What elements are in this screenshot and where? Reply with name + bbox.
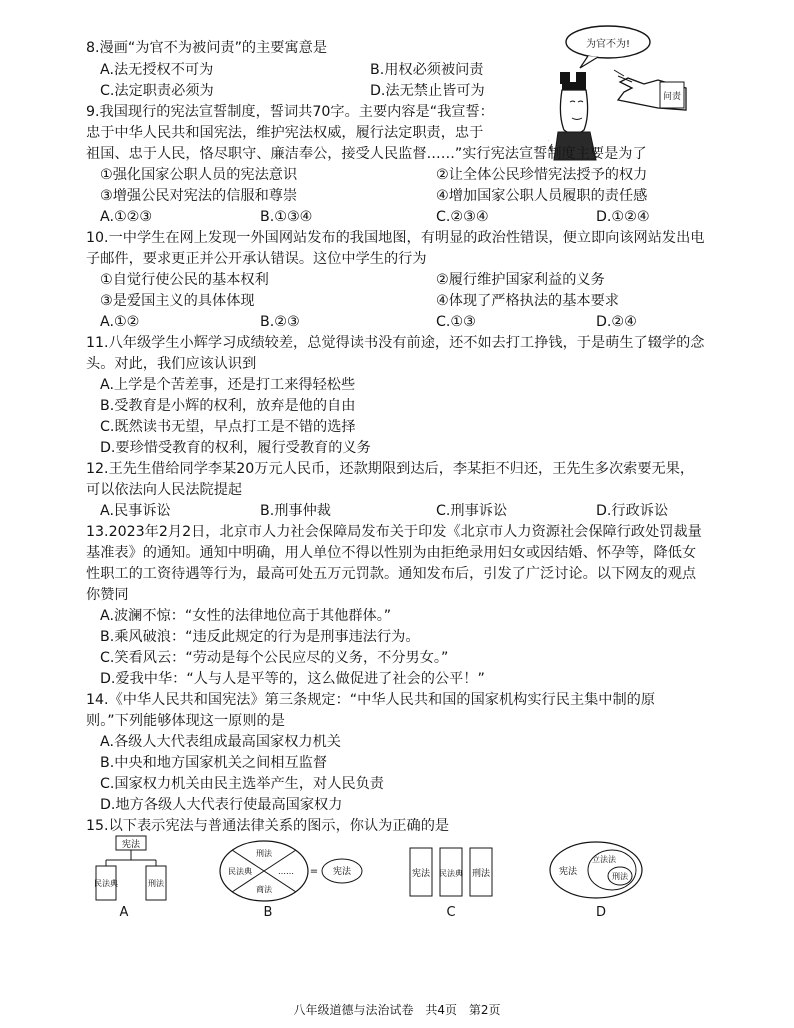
q10-line-2: 子邮件，要求更正并公开承认错误。这位中学生的行为	[86, 251, 427, 267]
diagram-d-inner: 立法法	[592, 855, 616, 864]
q12-option-a: A.民事诉讼	[100, 503, 171, 519]
q11-line-1: 11.八年级学生小辉学习成绩较差，总觉得读书没有前途，还不如去打工挣钱，于是萌生了辍学的念	[86, 335, 705, 351]
q10-item-4: ④体现了严格执法的基本要求	[436, 293, 619, 309]
q14-option-a: A.各级人大代表组成最高国家权力机关	[100, 734, 341, 750]
diagram-label-d: D	[595, 905, 606, 920]
q11-option-b: B.受教育是小辉的权利，放弃是他的自由	[100, 398, 356, 414]
q12-line-1: 12.王先生借给同学李某20万元人民币，还款期限到达后，李某拒不归还，王先生多次索要无果，	[86, 461, 695, 477]
diagram-b-top: 刑法	[256, 849, 272, 858]
diagram-a-tree	[86, 834, 176, 904]
q9-item-3: ③增强公民对宪法的信服和尊崇	[100, 188, 298, 204]
diagram-b-dots: ……	[278, 867, 294, 876]
q13-line-1: 13.2023年2月2日，北京市人力社会保障局发布关于印发《北京市人力资源社会保障行政处罚裁量	[86, 524, 702, 540]
diagram-c-box-1: 宪法	[411, 869, 431, 879]
q15-stem: 15.以下表示宪法与普通法律关系的图示，你认为正确的是	[86, 818, 450, 834]
q13-option-d: D.爱我中华：“人与人是平等的，这么做促进了社会的公平！”	[100, 671, 485, 687]
q14-option-c: C.国家权力机关由民主选举产生，对人民负责	[100, 776, 384, 792]
q13-option-c: C.笑看风云：“劳动是每个公民应尽的义务，不分男女。”	[100, 650, 449, 666]
q8-option-a: A.法无授权不可为	[100, 62, 214, 78]
diagram-c-box-2: 民法典	[439, 869, 463, 878]
diagram-label-b: B	[263, 905, 273, 920]
q10-item-1: ①自觉行使公民的基本权利	[100, 272, 269, 288]
q13-line-4: 你赞同	[86, 587, 129, 603]
cartoon-sleeve-label: 问责	[662, 92, 682, 102]
diagram-b-bottom: 商法	[256, 885, 272, 894]
q9-option-d: D.①②④	[596, 209, 650, 225]
diagram-d-nested	[546, 834, 646, 904]
diagram-d-small: 刑法	[612, 872, 628, 881]
diagram-a-right-box: 刑法	[148, 879, 164, 888]
footer-title: 八年级道德与法治试卷	[293, 1003, 414, 1017]
q12-option-b: B.刑事仲裁	[260, 503, 331, 519]
q10-option-a: A.①②	[100, 314, 140, 330]
q10-option-b: B.②③	[260, 314, 300, 330]
q14-option-b: B.中央和地方国家机关之间相互监督	[100, 755, 328, 771]
q8-option-d: D.法无禁止皆可为	[370, 83, 485, 99]
diagram-a-top-box: 宪法	[121, 840, 141, 850]
q13-line-3: 性职工的工资待遇等行为，最高可处五万元罚款。通知发布后，引发了广泛讨论。以下网友的观点	[86, 566, 697, 582]
q10-item-2: ②履行维护国家利益的义务	[436, 272, 605, 288]
q11-option-a: A.上学是个苦差事，还是打工来得轻松些	[100, 377, 356, 393]
diagram-c-box-3: 刑法	[471, 869, 491, 879]
q9-option-b: B.①③④	[260, 209, 313, 225]
q14-line-2: 则。”下列能够体现这一原则的是	[86, 713, 285, 729]
page-footer	[0, 1001, 794, 1018]
q10-line-1: 10.一中学生在网上发现一外国网站发布的我国地图，有明显的政治性错误，便立即向该网站发出电	[86, 230, 705, 246]
q9-line-3: 祖国、忠于人民，恪尽职守、廉洁奉公，接受人民监督……”实行宪法宣誓制度主要是为了	[86, 146, 647, 162]
q13-option-a: A.波澜不惊：“女性的法律地位高于其他群体。”	[100, 608, 392, 624]
diagram-label-c: C	[446, 905, 456, 920]
diagram-label-a: A	[119, 905, 129, 920]
diagram-d-outer: 宪法	[558, 867, 578, 877]
q8-option-c: C.法定职责必须为	[100, 83, 214, 99]
diagram-a-left-box: 民法典	[94, 879, 118, 888]
q9-option-c: C.②③④	[436, 209, 489, 225]
diagram-b-equals: =	[309, 866, 319, 877]
q10-item-3: ③是爱国主义的具体体现	[100, 293, 255, 309]
q9-line-1: 9.我国现行的宪法宣誓制度，誓词共70字。主要内容是“我宣誓：	[86, 104, 494, 120]
q10-option-d: D.②④	[596, 314, 637, 330]
q14-option-d: D.地方各级人大代表行使最高国家权力	[100, 797, 343, 813]
q8-stem: 8.漫画“为官不为被问责”的主要寓意是	[86, 40, 328, 56]
q9-option-a: A.①②③	[100, 209, 153, 225]
q8-option-b: B.用权必须被问责	[370, 62, 484, 78]
cartoon-speech: 为官不为!	[585, 39, 631, 50]
footer-total: 共4页	[425, 1003, 457, 1017]
q9-item-4: ④增加国家公职人员履职的责任感	[436, 188, 648, 204]
q9-item-2: ②让全体公民珍惜宪法授予的权力	[436, 167, 648, 183]
q14-line-1: 14.《中华人民共和国宪法》第三条规定：“中华人民共和国的国家机构实行民主集中制的原	[86, 692, 656, 708]
q12-option-d: D.行政诉讼	[596, 503, 669, 519]
diagram-b-circle	[216, 834, 366, 904]
q13-option-b: B.乘风破浪：“违反此规定的行为是刑事违法行为。	[100, 629, 420, 645]
q9-line-2: 忠于中华人民共和国宪法，维护宪法权威，履行法定职责，忠于	[86, 125, 484, 141]
footer-page: 第2页	[468, 1003, 501, 1017]
q10-option-c: C.①③	[436, 314, 476, 330]
diagram-b-left: 民法典	[228, 867, 252, 876]
q12-option-c: C.刑事诉讼	[436, 503, 508, 519]
diagram-b-right: 宪法	[332, 867, 352, 877]
q11-option-c: C.既然读书无望，早点打工是不错的选择	[100, 419, 356, 435]
q12-line-2: 可以依法向人民法院提起	[86, 482, 243, 498]
q11-line-2: 头。对此，我们应该认识到	[86, 356, 257, 372]
q13-line-2: 基准表》的通知。通知中明确，用人单位不得以性别为由拒绝录用妇女或因结婚、怀孕等，降低女	[86, 545, 697, 561]
diagram-c-boxes	[406, 834, 496, 904]
q9-item-1: ①强化国家公职人员的宪法意识	[100, 167, 298, 183]
q11-option-d: D.要珍惜受教育的权利，履行受教育的义务	[100, 440, 371, 456]
